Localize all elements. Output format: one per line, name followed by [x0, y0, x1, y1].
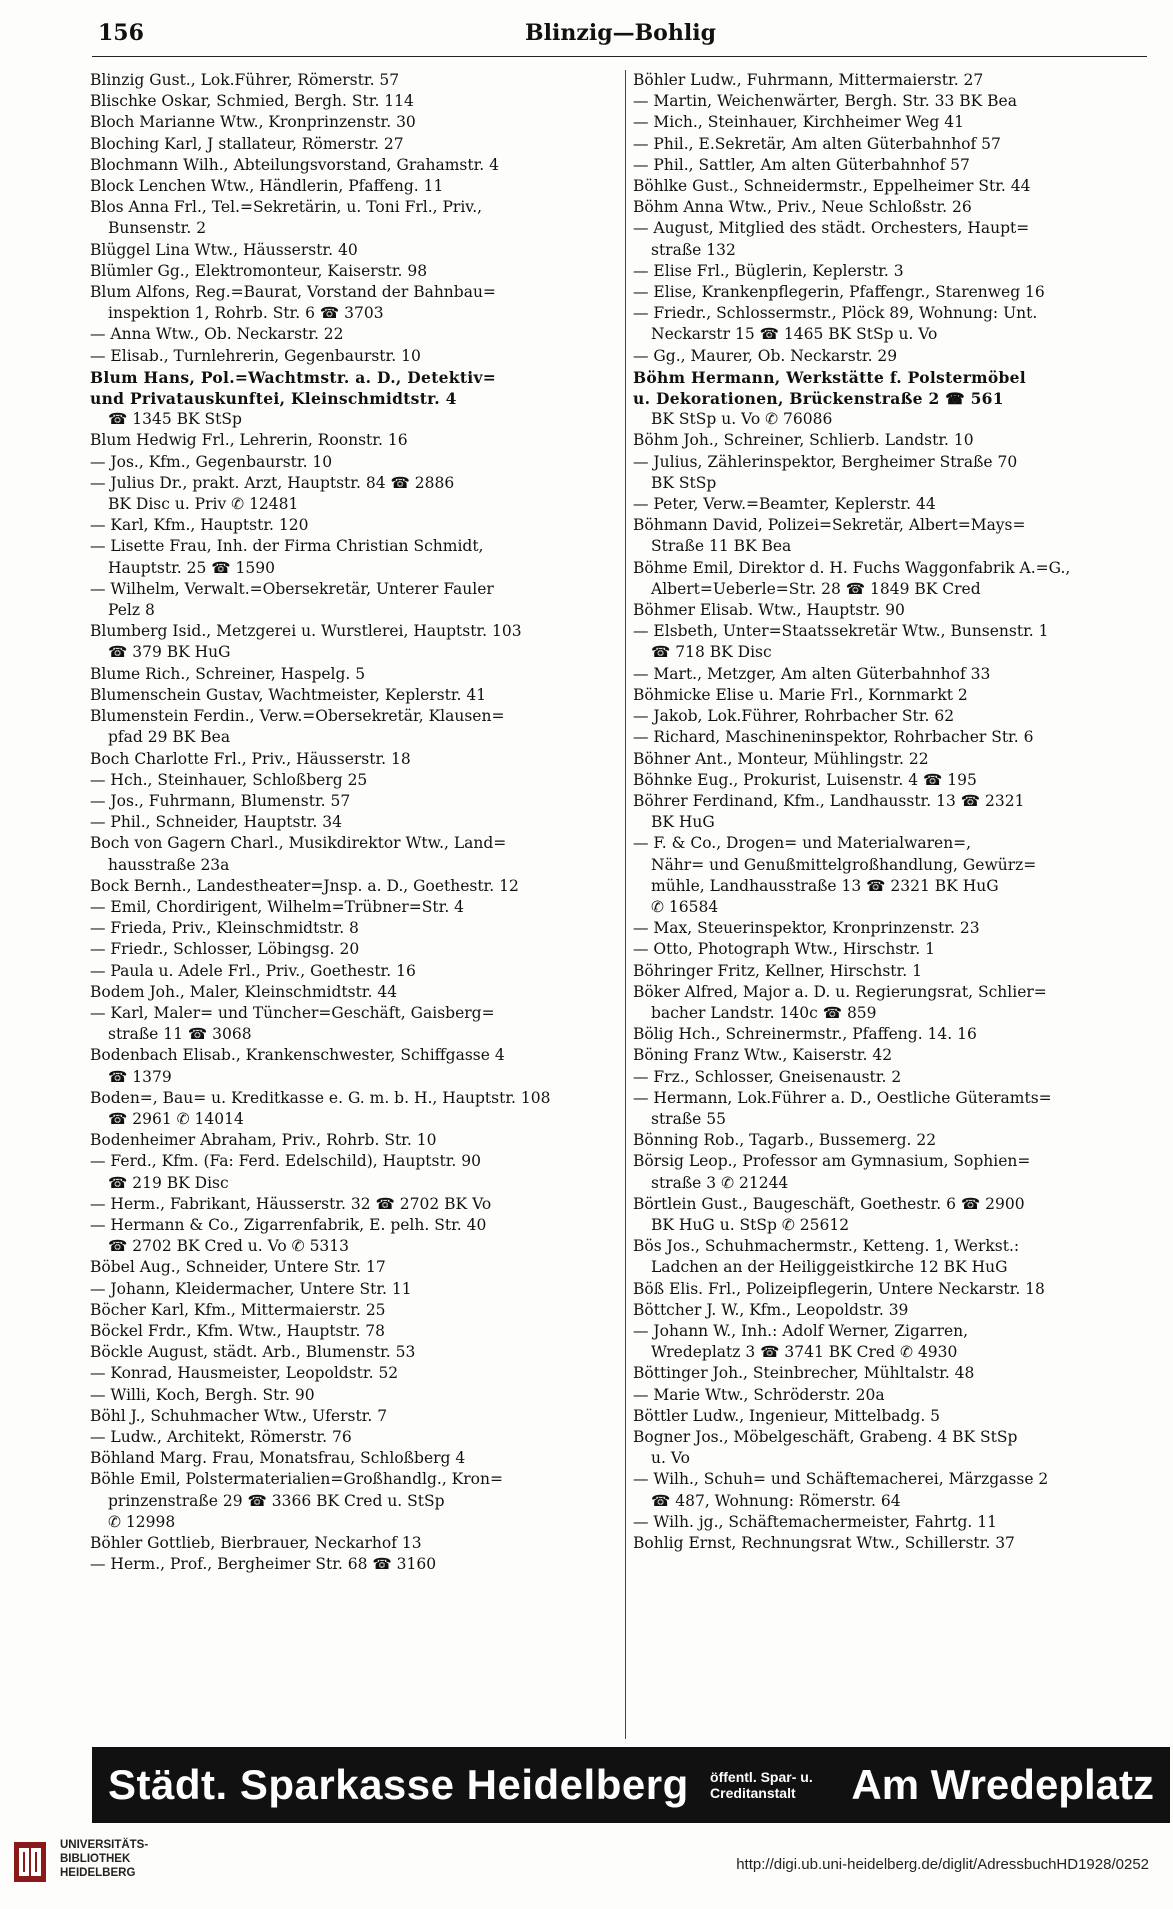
- directory-entry-line: Bogner Jos., Möbelgeschäft, Grabeng. 4 BK StSp: [633, 1428, 1018, 1446]
- directory-entry-line: — Konrad, Hausmeister, Leopoldstr. 52: [90, 1364, 399, 1383]
- directory-entry-line: — Ludw., Architekt, Römerstr. 76: [90, 1428, 352, 1446]
- directory-entry-line: Blochmann Wilh., Abteilungsvorstand, Grahamstr. 4: [90, 155, 500, 174]
- directory-entry-line: BK StSp: [651, 473, 717, 492]
- directory-entry-line: — Willi, Koch, Bergh. Str. 90: [90, 1385, 315, 1404]
- directory-entry-line: pfad 29 BK Bea: [108, 728, 231, 747]
- directory-entry-line: — Julius, Zählerinspektor, Bergheimer Straße 70: [633, 452, 1018, 471]
- directory-entry-line: Böttcher J. W., Kfm., Leopoldstr. 39: [633, 1300, 909, 1319]
- directory-entry-line: Bloch Marianne Wtw., Kronprinzenstr. 30: [90, 113, 416, 132]
- directory-entry-line: Blos Anna Frl., Tel.=Sekretärin, u. Toni Frl., Priv.,: [90, 198, 483, 217]
- directory-entry-line: Böhme Emil, Direktor d. H. Fuchs Waggonfabrik A.=G.,: [633, 558, 1071, 577]
- directory-entry-line: — Paula u. Adele Frl., Priv., Goethestr. 16: [90, 961, 416, 980]
- directory-entry-line: Böhrer Ferdinand, Kfm., Landhausstr. 13 ☎ 2321: [633, 791, 1025, 810]
- directory-entry-line: straße 55: [651, 1109, 727, 1128]
- directory-entry-line: — Wilh. jg., Schäftemachermeister, Fahrtg. 11: [633, 1512, 998, 1531]
- directory-entry-line: Böhmicke Elise u. Marie Frl., Kornmarkt 2: [633, 685, 968, 704]
- directory-entry-line: Börtlein Gust., Baugeschäft, Goethestr. 6 ☎ 2900: [633, 1194, 1025, 1213]
- library-name-line: BIBLIOTHEK: [60, 1853, 131, 1865]
- page-footer: [0, 1838, 1173, 1898]
- directory-entry-line: — Frz., Schlosser, Gneisenaustr. 2: [633, 1067, 902, 1086]
- directory-entry-line: — Max, Steuerinspektor, Kronprinzenstr. 23: [633, 919, 980, 938]
- directory-entry-line: ✆ 16584: [651, 897, 719, 916]
- directory-entry-line: — Hermann & Co., Zigarrenfabrik, E. pelh. Str. 40: [90, 1215, 487, 1234]
- page-number: 156: [98, 20, 144, 46]
- directory-entry-line: Blum Hans, Pol.=Wachtmstr. a. D., Detektiv=: [90, 367, 497, 387]
- directory-entry-line: ☎ 2702 BK Cred u. Vo ✆ 5313: [108, 1237, 350, 1256]
- directory-entry-line: Nähr= und Genußmittelgroßhandlung, Gewürz=: [651, 855, 1037, 874]
- directory-entry-line: Böcher Karl, Kfm., Mittermaierstr. 25: [90, 1300, 386, 1319]
- directory-entry-line: Pelz 8: [108, 601, 155, 620]
- directory-entry-line: mühle, Landhausstraße 13 ☎ 2321 BK HuG: [651, 876, 999, 895]
- directory-entry-line: Boch Charlotte Frl., Priv., Häusserstr. 18: [90, 749, 411, 768]
- directory-entry-line: — Wilh., Schuh= und Schäftemacherei, Märzgasse 2: [633, 1470, 1049, 1489]
- directory-entry-line: ☎ 219 BK Disc: [108, 1173, 229, 1192]
- directory-entry-line: bacher Landstr. 140c ☎ 859: [651, 1003, 877, 1022]
- banner-small-text: öffentl. Spar- u. Creditanstalt: [710, 1769, 813, 1801]
- directory-entry-line: Wredeplatz 3 ☎ 3741 BK Cred ✆ 4930: [651, 1343, 958, 1362]
- directory-entry-line: Böckle August, städt. Arb., Blumenstr. 53: [90, 1343, 416, 1362]
- advertisement-banner: [92, 1747, 1170, 1823]
- directory-entry-line: Block Lenchen Wtw., Händlerin, Pfaffeng. 11: [90, 177, 444, 196]
- directory-entry-line: Bodem Joh., Maler, Kleinschmidtstr. 44: [90, 982, 398, 1001]
- directory-entry-line: Straße 11 BK Bea: [651, 537, 792, 556]
- directory-entry-line: Böhland Marg. Frau, Monatsfrau, Schloßberg 4: [90, 1449, 466, 1468]
- directory-entry-line: Neckarstr 15 ☎ 1465 BK StSp u. Vo: [651, 325, 938, 344]
- directory-entry-line: Böhringer Fritz, Kellner, Hirschstr. 1: [633, 961, 922, 980]
- directory-entry-line: BK HuG u. StSp ✆ 25612: [651, 1215, 850, 1234]
- page-header: [98, 20, 1143, 54]
- directory-entry-line: — Frieda, Priv., Kleinschmidtstr. 8: [90, 919, 359, 938]
- directory-entry-line: ☎ 718 BK Disc: [651, 643, 772, 662]
- directory-entry-line: Blinzig Gust., Lok.Führer, Römerstr. 57: [90, 71, 400, 89]
- directory-entry-line: Böning Franz Wtw., Kaiserstr. 42: [633, 1046, 893, 1065]
- directory-entry-line: Bohlig Ernst, Rechnungsrat Wtw., Schillerstr. 37: [633, 1534, 1015, 1553]
- directory-entry-line: prinzenstraße 29 ☎ 3366 BK Cred u. StSp: [108, 1491, 445, 1510]
- directory-entry-line: ☎ 2961 ✆ 14014: [108, 1109, 244, 1128]
- university-library-logo-icon: [10, 1838, 50, 1886]
- library-name: [60, 1838, 148, 1880]
- directory-entry-line: — Richard, Maschineninspektor, Rohrbacher Str. 6: [633, 728, 1034, 747]
- running-title: Blinzig—Bohlig: [525, 20, 716, 46]
- directory-entry-line: Blüggel Lina Wtw., Häusserstr. 40: [90, 240, 358, 259]
- directory-entry-line: — Herm., Fabrikant, Häusserstr. 32 ☎ 2702 BK Vo: [90, 1194, 492, 1213]
- right-column: [633, 70, 1163, 1554]
- directory-entry-line: Böhler Gottlieb, Bierbrauer, Neckarhof 13: [90, 1534, 422, 1553]
- directory-entry-line: Bodenbach Elisab., Krankenschwester, Schiffgasse 4: [90, 1046, 505, 1065]
- directory-entry-line: — Johann, Kleidermacher, Untere Str. 11: [90, 1279, 412, 1298]
- directory-entry-line: — Elisab., Turnlehrerin, Gegenbaurstr. 10: [90, 346, 421, 365]
- directory-entry-line: — F. & Co., Drogen= und Materialwaren=,: [633, 834, 972, 853]
- directory-entry-line: — Anna Wtw., Ob. Neckarstr. 22: [90, 325, 344, 344]
- directory-entry-line: — Elise, Krankenpflegerin, Pfaffengr., Starenweg 16: [633, 283, 1045, 302]
- directory-entry-line: Böhler Ludw., Fuhrmann, Mittermaierstr. 27: [633, 71, 984, 89]
- directory-entry-line: Böhle Emil, Polstermaterialien=Großhandlg., Kron=: [90, 1470, 503, 1489]
- source-url-link[interactable]: http://digi.ub.uni-heidelberg.de/diglit/AdressbuchHD1928/0252: [736, 1856, 1149, 1873]
- directory-entry-line: Böbel Aug., Schneider, Untere Str. 17: [90, 1258, 386, 1277]
- directory-entry-line: Böhl J., Schuhmacher Wtw., Uferstr. 7: [90, 1406, 388, 1425]
- directory-entry-line: — Jakob, Lok.Führer, Rohrbacher Str. 62: [633, 707, 955, 726]
- directory-entry-line: — Hch., Steinhauer, Schloßberg 25: [90, 770, 368, 789]
- directory-entry-line: Bönning Rob., Tagarb., Bussemerg. 22: [633, 1131, 937, 1150]
- directory-entry-line: Blum Hedwig Frl., Lehrerin, Roonstr. 16: [90, 431, 408, 450]
- directory-entry-line: Bock Bernh., Landestheater=Jnsp. a. D., Goethestr. 12: [90, 876, 519, 895]
- column-divider: [625, 70, 626, 1739]
- directory-entry-line: — Elsbeth, Unter=Staatssekretär Wtw., Bunsenstr. 1: [633, 622, 1049, 641]
- directory-entry-line: — Elise Frl., Büglerin, Keplerstr. 3: [633, 261, 904, 280]
- directory-entry-line: Boden=, Bau= u. Kreditkasse e. G. m. b. H., Hauptstr. 108: [90, 1088, 551, 1107]
- directory-entry-line: — Julius Dr., prakt. Arzt, Hauptstr. 84 ☎ 2886: [90, 473, 455, 492]
- directory-entry-line: ☎ 1345 BK StSp: [108, 410, 242, 429]
- directory-entry-line: — Lisette Frau, Inh. der Firma Christian Schmidt,: [90, 537, 484, 556]
- directory-entry-line: Börsig Leop., Professor am Gymnasium, Sophien=: [633, 1152, 1031, 1171]
- directory-entry-line: — Martin, Weichenwärter, Bergh. Str. 33 BK Bea: [633, 92, 1017, 111]
- directory-entry-line: — Karl, Kfm., Hauptstr. 120: [90, 516, 309, 535]
- directory-entry-line: — Phil., Sattler, Am alten Güterbahnhof 57: [633, 155, 970, 174]
- directory-entry-line: Bodenheimer Abraham, Priv., Rohrb. Str. 10: [90, 1131, 437, 1150]
- directory-entry-line: — Peter, Verw.=Beamter, Keplerstr. 44: [633, 495, 936, 514]
- directory-entry-line: — Phil., Schneider, Hauptstr. 34: [90, 813, 342, 832]
- directory-entry-line: Blümler Gg., Elektromonteur, Kaiserstr. 98: [90, 261, 428, 280]
- directory-entry-line: u. Dekorationen, Brückenstraße 2 ☎ 561: [633, 389, 1004, 409]
- directory-entry-line: straße 132: [651, 240, 736, 259]
- directory-entry-line: Böhm Hermann, Werkstätte f. Polstermöbel: [633, 367, 1026, 387]
- directory-entry-line: Bloching Karl, J stallateur, Römerstr. 27: [90, 134, 404, 153]
- library-name-line: HEIDELBERG: [60, 1867, 136, 1879]
- directory-entry-line: — Ferd., Kfm. (Fa: Ferd. Edelschild), Hauptstr. 90: [90, 1152, 481, 1171]
- directory-entry-line: — Johann W., Inh.: Adolf Werner, Zigarren,: [633, 1321, 969, 1340]
- directory-entry-line: ☎ 1379: [108, 1067, 172, 1086]
- directory-entry-line: — Wilhelm, Verwalt.=Obersekretär, Unterer Fauler: [90, 579, 494, 598]
- directory-entry-line: Blumenstein Ferdin., Verw.=Obersekretär, Klausen=: [90, 707, 505, 726]
- directory-entry-line: Böttinger Joh., Steinbrecher, Mühltalstr. 48: [633, 1364, 975, 1383]
- directory-entry-line: — Phil., E.Sekretär, Am alten Güterbahnhof 57: [633, 134, 1001, 153]
- directory-entry-line: BK HuG: [651, 813, 715, 832]
- directory-entry-line: — Jos., Kfm., Gegenbaurstr. 10: [90, 452, 333, 471]
- directory-entry-line: — Jos., Fuhrmann, Blumenstr. 57: [90, 791, 351, 810]
- directory-entry-line: — Hermann, Lok.Führer a. D., Oestliche Güteramts=: [633, 1088, 1052, 1107]
- directory-entry-line: Boch von Gagern Charl., Musikdirektor Wtw., Land=: [90, 834, 507, 853]
- directory-entry-line: — Emil, Chordirigent, Wilhelm=Trübner=Str. 4: [90, 897, 465, 916]
- directory-entry-line: — Friedr., Schlossermstr., Plöck 89, Wohnung: Unt.: [633, 304, 1038, 323]
- directory-entry-line: Böhmann David, Polizei=Sekretär, Albert=Mays=: [633, 516, 1026, 535]
- directory-entry-line: — Marie Wtw., Schröderstr. 20a: [633, 1385, 885, 1404]
- directory-entry-line: Blischke Oskar, Schmied, Bergh. Str. 114: [90, 92, 414, 111]
- left-column: [90, 70, 620, 1575]
- library-name-line: UNIVERSITÄTS-: [60, 1839, 149, 1851]
- directory-entry-line: — Friedr., Schlosser, Löbingsg. 20: [90, 940, 360, 959]
- directory-entry-line: Blumenschein Gustav, Wachtmeister, Keplerstr. 41: [90, 685, 487, 704]
- directory-entry-line: hausstraße 23a: [108, 855, 230, 874]
- directory-entry-line: Böhm Joh., Schreiner, Schlierb. Landstr. 10: [633, 431, 974, 450]
- directory-entry-line: Böttler Ludw., Ingenieur, Mittelbadg. 5: [633, 1406, 941, 1425]
- directory-entry-line: Albert=Ueberle=Str. 28 ☎ 1849 BK Cred: [651, 579, 981, 598]
- directory-entry-line: inspektion 1, Rohrb. Str. 6 ☎ 3703: [108, 304, 384, 323]
- directory-entry-line: Bös Jos., Schuhmachermstr., Ketteng. 1, Werkst.:: [633, 1237, 1020, 1256]
- directory-entry-line: Blum Alfons, Reg.=Baurat, Vorstand der Bahnbau=: [90, 283, 496, 302]
- banner-main-text: Städt. Sparkasse Heidelberg: [108, 1761, 689, 1808]
- directory-entry-line: — Mart., Metzger, Am alten Güterbahnhof 33: [633, 664, 991, 683]
- directory-entry-line: ☎ 379 BK HuG: [108, 643, 231, 662]
- directory-entry-line: — Herm., Prof., Bergheimer Str. 68 ☎ 3160: [90, 1555, 437, 1574]
- directory-entry-line: Bunsenstr. 2: [108, 219, 207, 238]
- directory-entry-line: Ladchen an der Heiliggeistkirche 12 BK HuG: [651, 1258, 1008, 1277]
- directory-entry-line: Blumberg Isid., Metzgerei u. Wurstlerei, Hauptstr. 103: [90, 622, 522, 641]
- directory-entry-line: Böckel Frdr., Kfm. Wtw., Hauptstr. 78: [90, 1321, 386, 1340]
- directory-entry-line: BK StSp u. Vo ✆ 76086: [651, 410, 833, 429]
- directory-entry-line: — Mich., Steinhauer, Kirchheimer Weg 41: [633, 113, 964, 132]
- directory-entry-line: BK Disc u. Priv ✆ 12481: [108, 495, 299, 514]
- directory-entry-line: — Gg., Maurer, Ob. Neckarstr. 29: [633, 346, 898, 365]
- directory-entry-line: Bölig Hch., Schreinermstr., Pfaffeng. 14. 16: [633, 1025, 977, 1044]
- directory-entry-line: — Karl, Maler= und Tüncher=Geschäft, Gaisberg=: [90, 1003, 495, 1022]
- directory-entry-line: Böhner Ant., Monteur, Mühlingstr. 22: [633, 749, 929, 768]
- directory-entry-line: Hauptstr. 25 ☎ 1590: [108, 558, 275, 577]
- directory-entry-line: — August, Mitglied des städt. Orchesters, Haupt=: [633, 219, 1030, 238]
- banner-location: Am Wredeplatz: [851, 1761, 1154, 1808]
- directory-entry-line: u. Vo: [651, 1449, 690, 1468]
- header-rule: [92, 56, 1147, 57]
- directory-entry-line: Böhnke Eug., Prokurist, Luisenstr. 4 ☎ 195: [633, 770, 977, 789]
- directory-entry-line: Böß Elis. Frl., Polizeipflegerin, Untere Neckarstr. 18: [633, 1279, 1045, 1298]
- directory-entry-line: Böker Alfred, Major a. D. u. Regierungsrat, Schlier=: [633, 982, 1047, 1001]
- directory-entry-line: Böhm Anna Wtw., Priv., Neue Schloßstr. 26: [633, 198, 972, 217]
- directory-entry-line: Blume Rich., Schreiner, Haspelg. 5: [90, 664, 366, 683]
- directory-entry-line: und Privatauskunftei, Kleinschmidtstr. 4: [90, 389, 457, 409]
- directory-entry-line: straße 3 ✆ 21244: [651, 1173, 789, 1192]
- directory-entry-line: ✆ 12998: [108, 1512, 176, 1531]
- directory-entry-line: — Otto, Photograph Wtw., Hirschstr. 1: [633, 940, 935, 959]
- directory-entry-line: Böhlke Gust., Schneidermstr., Eppelheimer Str. 44: [633, 177, 1031, 196]
- directory-entry-line: straße 11 ☎ 3068: [108, 1025, 252, 1044]
- directory-entry-line: Böhmer Elisab. Wtw., Hauptstr. 90: [633, 601, 905, 620]
- directory-entry-line: ☎ 487, Wohnung: Römerstr. 64: [651, 1491, 901, 1510]
